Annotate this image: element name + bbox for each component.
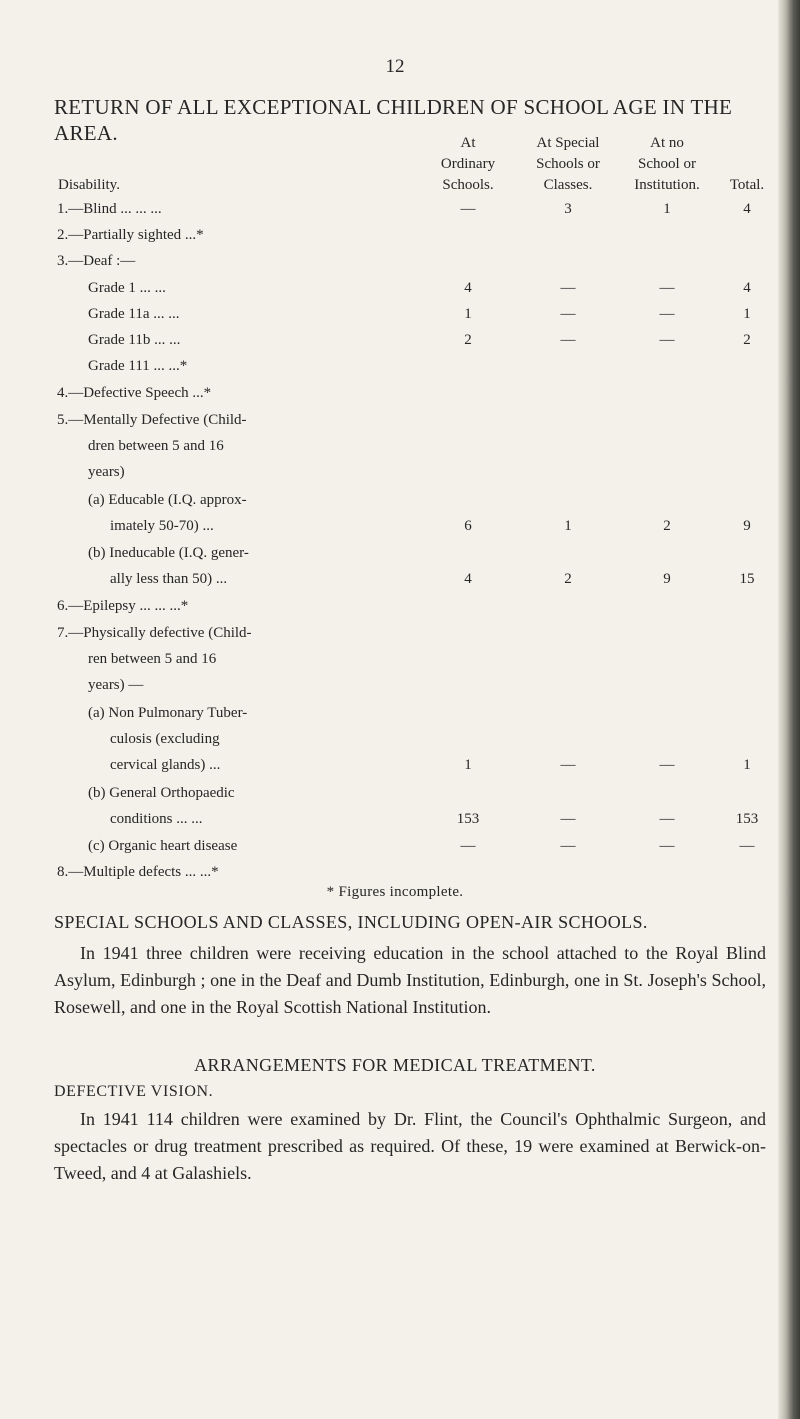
footnote: * Figures incomplete.	[326, 884, 464, 900]
header-institution: At no School or Institution.	[634, 135, 700, 193]
page-title: RETURN OF ALL EXCEPTIONAL CHILDREN OF SCHOOL AGE IN THE AREA.	[54, 95, 733, 145]
special-schools-paragraph: In 1941 three children were receiving education in the school attached to the Royal Blind Asylum, Edinburgh ; one in the Deaf and Dumb Institution, Edinburgh, one in St. Joseph's School, Rosewell, and one in the Royal Scottish National Institution.	[54, 943, 766, 1017]
defective-vision-paragraph: In 1941 114 children were examined by Dr. Flint, the Council's Ophthalmic Surgeon, and spectacles or drug treatment prescribed as required. Of these, 19 were examined at Berwick-on-Tweed, and 4 at Galashiels.	[54, 1109, 766, 1183]
special-schools-heading: SPECIAL SCHOOLS AND CLASSES, INCLUDING OPEN-AIR SCHOOLS.	[54, 912, 648, 932]
page-number: 12	[385, 56, 405, 77]
header-ordinary: At Ordinary Schools.	[440, 135, 496, 193]
page-edge-shadow	[778, 0, 800, 1419]
medical-treatment-heading: ARRANGEMENTS FOR MEDICAL TREATMENT.	[194, 1055, 596, 1075]
header-total: Total.	[729, 177, 765, 193]
defective-vision-subheading: DEFECTIVE VISION.	[54, 1083, 214, 1100]
header-disability: Disability.	[58, 177, 120, 193]
header-special: At Special Schools or Classes.	[536, 135, 600, 193]
